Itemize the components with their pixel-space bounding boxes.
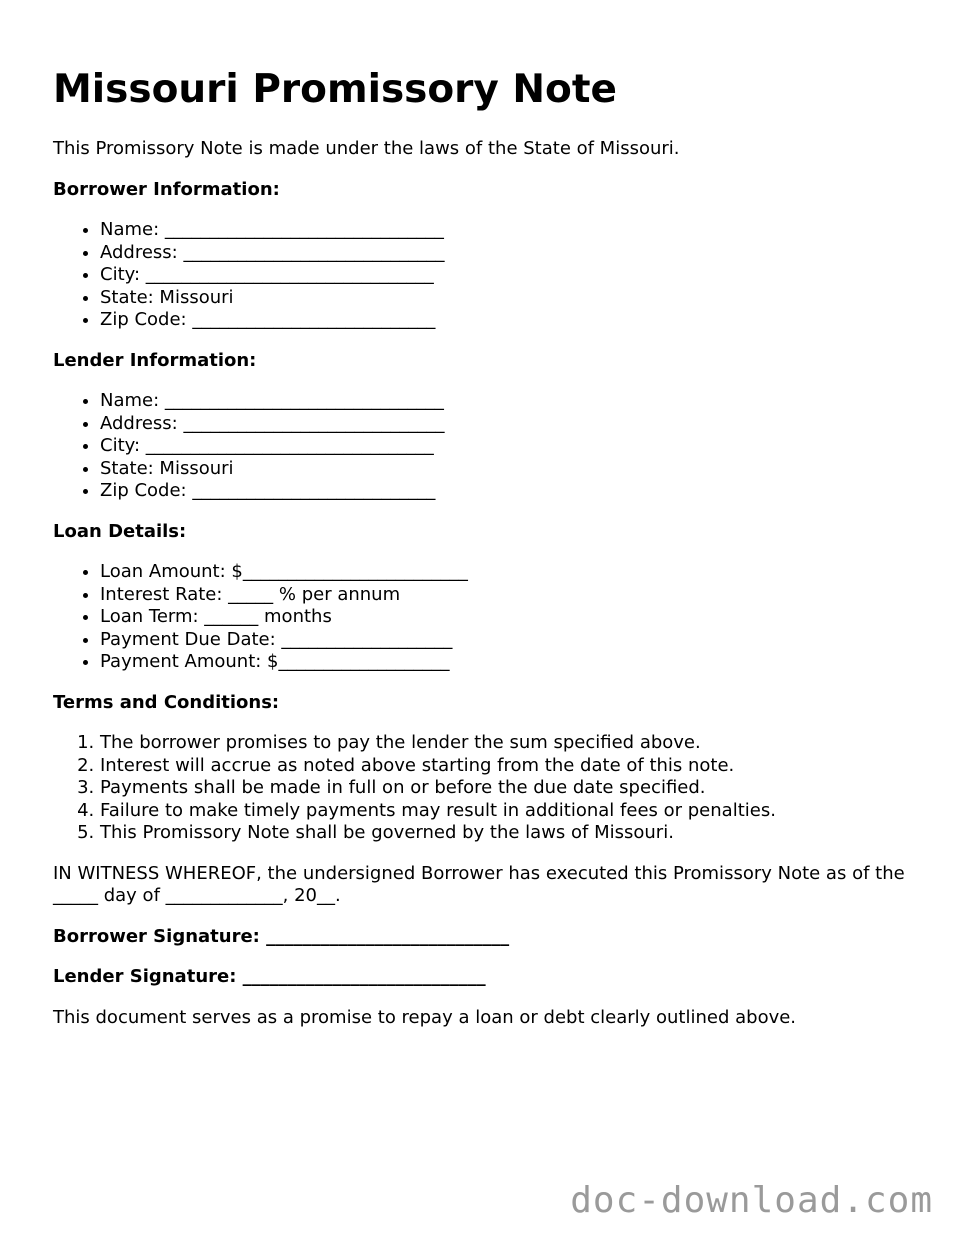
borrower-address-line: • Address: _____________________________ xyxy=(100,242,913,265)
lender-zip-line: • Zip Code: ___________________________ xyxy=(100,480,913,503)
interest-rate-line: • Interest Rate: _____ % per annum xyxy=(100,584,913,607)
intro-text: This Promissory Note is made under the laws of the State of Missouri. xyxy=(53,138,680,159)
document-title: Missouri Promissory Note xyxy=(53,67,617,112)
borrower-state-line: • State: Missouri xyxy=(100,287,913,310)
term-item: 4. Failure to make timely payments may result in additional fees or penalties. xyxy=(100,800,913,823)
loan-amount-line: • Loan Amount: $_________________________ xyxy=(100,561,913,584)
witness-paragraph: IN WITNESS WHEREOF, the undersigned Borrower has executed this Promissory Note as of the _____ day of _____________, 20__. xyxy=(53,862,905,906)
borrower-info-list xyxy=(53,219,913,332)
lender-info-list xyxy=(53,390,913,503)
borrower-signature-line: Borrower Signature: ___________________________ xyxy=(53,925,510,947)
term-item: 2. Interest will accrue as noted above starting from the date of this note. xyxy=(100,755,913,778)
loan-term-line: • Loan Term: ______ months xyxy=(100,606,913,629)
borrower-city-line: • City: ________________________________ xyxy=(100,264,913,287)
watermark: doc-download.com xyxy=(570,1180,933,1221)
lender-city-line: • City: ________________________________ xyxy=(100,435,913,458)
terms-list xyxy=(53,732,913,845)
payment-amount-line: • Payment Amount: $___________________ xyxy=(100,651,913,674)
term-item: 5. This Promissory Note shall be governed by the laws of Missouri. xyxy=(100,822,913,845)
borrower-info-heading: Borrower Information: xyxy=(53,178,280,200)
lender-state-line: • State: Missouri xyxy=(100,458,913,481)
lender-name-line: • Name: _______________________________ xyxy=(100,390,913,413)
term-item: 3. Payments shall be made in full on or before the due date specified. xyxy=(100,777,913,800)
document-page xyxy=(53,64,913,1047)
lender-signature-line: Lender Signature: ___________________________ xyxy=(53,966,486,987)
borrower-zip-line: • Zip Code: ___________________________ xyxy=(100,309,913,332)
lender-info-heading: Lender Information: xyxy=(53,349,257,371)
lender-address-line: • Address: _____________________________ xyxy=(100,413,913,436)
payment-due-date-line: • Payment Due Date: ___________________ xyxy=(100,629,913,652)
loan-details-list xyxy=(53,561,913,674)
term-item: 1. The borrower promises to pay the lender the sum specified above. xyxy=(100,732,913,755)
loan-details-heading: Loan Details: xyxy=(53,520,187,542)
borrower-name-line: • Name: _______________________________ xyxy=(100,219,913,242)
terms-heading: Terms and Conditions: xyxy=(53,691,280,713)
closing-text: This document serves as a promise to repay a loan or debt clearly outlined above. xyxy=(53,1006,797,1028)
